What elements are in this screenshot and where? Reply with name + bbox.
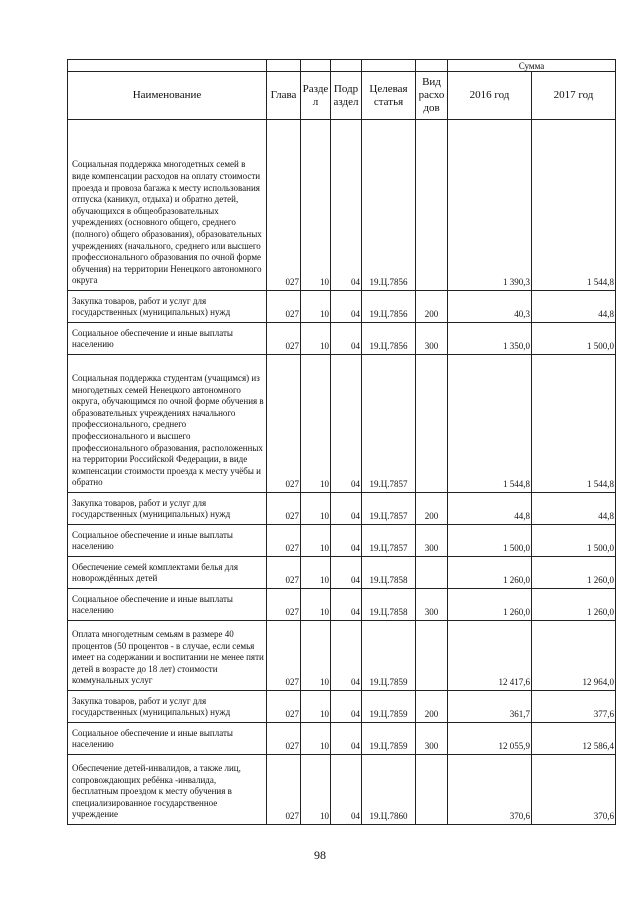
table-row: [68, 120, 616, 291]
row-type: [416, 355, 448, 493]
row-2017: 1 544,8: [532, 120, 616, 291]
table-row: [68, 621, 616, 691]
row-subsection: 04: [331, 755, 362, 825]
row-section: 10: [301, 755, 331, 825]
row-chapter: 027: [267, 589, 301, 621]
row-subsection: 04: [331, 525, 362, 557]
row-section: 10: [301, 557, 331, 589]
row-chapter: 027: [267, 621, 301, 691]
section-header: Разде л: [301, 72, 331, 120]
year-2017-header: 2017 год: [532, 72, 616, 120]
table-row: [68, 557, 616, 589]
row-section: 10: [301, 291, 331, 323]
row-chapter: 027: [267, 755, 301, 825]
row-2016: 361,7: [448, 691, 532, 723]
row-2016: 44,8: [448, 493, 532, 525]
sum-header: Сумма: [448, 60, 616, 72]
row-section: 10: [301, 723, 331, 755]
row-2017: 1 260,0: [532, 557, 616, 589]
row-subsection: 04: [331, 589, 362, 621]
row-name: Социальное обеспечение и иные выплаты населению: [68, 723, 267, 755]
table-row: [68, 723, 616, 755]
table-row: [68, 589, 616, 621]
row-subsection: 04: [331, 291, 362, 323]
row-target: 19.Ц.7858: [362, 557, 416, 589]
table-row: [68, 691, 616, 723]
row-2016: 1 500,0: [448, 525, 532, 557]
row-name: Социальное обеспечение и иные выплаты населению: [68, 589, 267, 621]
row-type: [416, 621, 448, 691]
row-target: 19.Ц.7856: [362, 120, 416, 291]
row-2016: 1 544,8: [448, 355, 532, 493]
row-type: 300: [416, 525, 448, 557]
row-name: Обеспечение детей-инвалидов, а также лиц, сопровождающих ребёнка -инвалида, бесплатным проездом к месту обучения в специализированное государственное учреждение: [68, 755, 267, 825]
row-name: Обеспечение семей комплектами белья для новорождённых детей: [68, 557, 267, 589]
row-type: 300: [416, 589, 448, 621]
row-name: Социальная поддержка многодетных семей в виде компенсации расходов на оплату стоимости проезда и провоза багажа к месту использования отпуска (каникул, отдыха) и обратно детей, обучающихся в общеобразовательных учреждениях (основного общего, среднего (полного) общего образования), образовательных учреждениях (начального, среднего или высшего профессионального образования по очной форме обучения) на территории Ненецкого автономного округа: [68, 120, 267, 291]
row-2016: 370,6: [448, 755, 532, 825]
subsection-header: Подр аздел: [331, 72, 362, 120]
row-section: 10: [301, 621, 331, 691]
row-2017: 1 500,0: [532, 525, 616, 557]
row-chapter: 027: [267, 323, 301, 355]
row-target: 19.Ц.7859: [362, 691, 416, 723]
row-2017: 370,6: [532, 755, 616, 825]
target-header: Целевая статья: [362, 72, 416, 120]
chapter-header: Глава: [267, 72, 301, 120]
row-2016: 1 260,0: [448, 557, 532, 589]
row-2016: 1 390,3: [448, 120, 532, 291]
row-type: 300: [416, 323, 448, 355]
row-chapter: 027: [267, 525, 301, 557]
table-row: [68, 755, 616, 825]
row-target: 19.Ц.7856: [362, 323, 416, 355]
row-chapter: 027: [267, 723, 301, 755]
row-name: Оплата многодетным семьям в размере 40 процентов (50 процентов - в случае, если семья имеет на содержании и воспитании не менее пяти детей в возрасте до 18 лет) стоимости коммунальных услуг: [68, 621, 267, 691]
row-type: [416, 120, 448, 291]
row-subsection: 04: [331, 691, 362, 723]
row-subsection: 04: [331, 120, 362, 291]
row-2016: 1 260,0: [448, 589, 532, 621]
row-target: 19.Ц.7856: [362, 291, 416, 323]
row-chapter: 027: [267, 291, 301, 323]
row-name: Закупка товаров, работ и услуг для государственных (муниципальных) нужд: [68, 493, 267, 525]
row-name: Закупка товаров, работ и услуг для государственных (муниципальных) нужд: [68, 291, 267, 323]
header-row-top: [68, 60, 616, 72]
row-2016: 1 350,0: [448, 323, 532, 355]
row-2017: 12 964,0: [532, 621, 616, 691]
table-row: [68, 355, 616, 493]
row-chapter: 027: [267, 120, 301, 291]
table-row: [68, 291, 616, 323]
row-chapter: 027: [267, 355, 301, 493]
row-2016: 12 417,6: [448, 621, 532, 691]
page-number: 98: [314, 848, 326, 862]
row-section: 10: [301, 120, 331, 291]
row-chapter: 027: [267, 691, 301, 723]
row-2017: 1 260,0: [532, 589, 616, 621]
row-target: 19.Ц.7857: [362, 493, 416, 525]
table-row: [68, 323, 616, 355]
row-section: 10: [301, 355, 331, 493]
row-target: 19.Ц.7859: [362, 723, 416, 755]
row-type: 200: [416, 691, 448, 723]
table-body: [68, 120, 616, 825]
table-row: [68, 525, 616, 557]
row-2017: 44,8: [532, 493, 616, 525]
budget-table: [67, 59, 616, 825]
row-section: 10: [301, 691, 331, 723]
row-target: 19.Ц.7858: [362, 589, 416, 621]
row-2017: 377,6: [532, 691, 616, 723]
row-name: Закупка товаров, работ и услуг для государственных (муниципальных) нужд: [68, 691, 267, 723]
row-chapter: 027: [267, 493, 301, 525]
row-target: 19.Ц.7857: [362, 525, 416, 557]
row-2017: 1 544,8: [532, 355, 616, 493]
row-target: 19.Ц.7860: [362, 755, 416, 825]
type-header: Вид расхо дов: [416, 72, 448, 120]
row-subsection: 04: [331, 323, 362, 355]
row-subsection: 04: [331, 355, 362, 493]
row-subsection: 04: [331, 621, 362, 691]
row-name: Социальное обеспечение и иные выплаты населению: [68, 323, 267, 355]
row-type: [416, 557, 448, 589]
row-2017: 12 586,4: [532, 723, 616, 755]
row-name: Социальная поддержка студентам (учащимся) из многодетных семей Ненецкого автономного округа, обучающимся по очной форме обучения в образовательных учреждениях начального профессионального, среднего профессионального и высшего профессионального образования, расположенных на территории Российской Федерации, в виде компенсации стоимости проезда к месту учёбы и обратно: [68, 355, 267, 493]
row-2016: 12 055,9: [448, 723, 532, 755]
year-2016-header: 2016 год: [448, 72, 532, 120]
row-type: 200: [416, 493, 448, 525]
row-target: 19.Ц.7857: [362, 355, 416, 493]
row-type: [416, 755, 448, 825]
row-2017: 44,8: [532, 291, 616, 323]
row-subsection: 04: [331, 723, 362, 755]
row-subsection: 04: [331, 493, 362, 525]
row-chapter: 027: [267, 557, 301, 589]
row-2017: 1 500,0: [532, 323, 616, 355]
table-row: [68, 493, 616, 525]
row-target: 19.Ц.7859: [362, 621, 416, 691]
row-2016: 40,3: [448, 291, 532, 323]
row-section: 10: [301, 323, 331, 355]
row-type: 300: [416, 723, 448, 755]
row-type: 200: [416, 291, 448, 323]
name-header: Наименование: [68, 72, 267, 120]
row-subsection: 04: [331, 557, 362, 589]
row-section: 10: [301, 493, 331, 525]
row-section: 10: [301, 589, 331, 621]
header-row: [68, 72, 616, 120]
row-name: Социальное обеспечение и иные выплаты населению: [68, 525, 267, 557]
row-section: 10: [301, 525, 331, 557]
